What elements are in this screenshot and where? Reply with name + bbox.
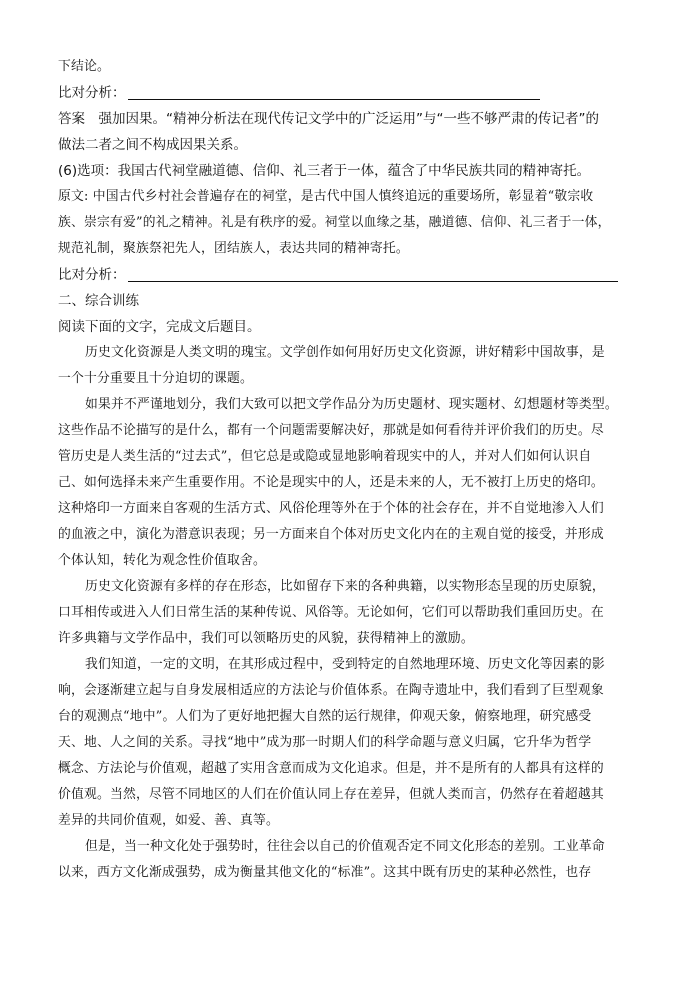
passage-line: 响，会逐渐建立起与自身发展相适应的方法论与价值体系。在陶寺遗址中，我们看到了巨型观象: [58, 683, 604, 698]
passage-line: 口耳相传或进入人们日常生活的某种传说、风俗等。无论如何，它们可以帮助我们重回历史。在: [58, 605, 604, 620]
passage-line: 这些作品不论描写的是什么，都有一个问题需要解决好，那就是如何看待并评价我们的历史。尽: [58, 423, 604, 438]
compare-analysis-label: 比对分析：: [58, 85, 126, 101]
text-line: 下结论。: [58, 59, 110, 74]
passage-line: 天、地、人之间的关系。寻找“地中”成为那一时期人们的科学命题与意义归属，它升华为哲学: [58, 735, 592, 750]
passage-line: 一个十分重要且十分迫切的课题。: [58, 371, 253, 386]
passage-line: 历史文化资源有多样的存在形态，比如留存下来的各种典籍，以实物形态呈现的历史原貌，: [85, 579, 605, 594]
answer-prompt-row: [58, 80, 642, 106]
option-text: (6)选项：我国古代祠堂融道德、信仰、礼三者于一体，蕴含了中华民族共同的精神寄托。: [58, 163, 591, 179]
compare-analysis-label: 比对分析：: [58, 267, 126, 283]
passage-line: 许多典籍与文学作品中，我们可以领略历史的风貌，获得精神上的激励。: [58, 631, 474, 646]
source-text: 规范礼制，聚族祭祀先人，团结族人，表达共同的精神寄托。: [58, 241, 409, 256]
answer-text: 答案 强加因果。“精神分析法在现代传记文学中的广泛运用”与“一些不够严肃的传记者”的: [58, 111, 599, 127]
answer-text: 做法二者之间不构成因果关系。: [58, 137, 247, 153]
passage-line: 差异的共同价值观，如爱、善、真等。: [58, 813, 279, 828]
passage-line: 以来，西方文化渐成强势，成为衡量其他文化的“标准”。这其中既有历史的某种必然性，也存: [58, 865, 592, 880]
passage-line: 价值观。当然，尽管不同地区的人们在价值认同上存在差异，但就人类而言，仍然存在着超越其: [58, 787, 604, 802]
passage-line: 己、如何选择未来产生重要作用。不论是现实中的人，还是未来的人，无不被打上历史的烙印。: [58, 475, 604, 490]
document-page: [58, 54, 642, 886]
instruction-text: 阅读下面的文字，完成文后题目。: [58, 319, 261, 335]
passage-line: 的血液之中，演化为潜意识表现；另一方面来自个体对历史文化内在的主观自觉的接受，并形成: [58, 527, 604, 542]
passage-line: 管历史是人类生活的“过去式”，但它总是或隐或显地影响着现实中的人，并对人们如何认识自: [58, 449, 592, 464]
passage-line: 历史文化资源是人类文明的瑰宝。文学创作如何用好历史文化资源，讲好精彩中国故事，是: [85, 345, 605, 360]
answer-blank-line[interactable]: [128, 281, 618, 282]
passage-line: 概念、方法论与价值观，超越了实用含意而成为文化追求。但是，并不是所有的人都具有这样的: [58, 761, 604, 776]
section-heading: 二、综合训练: [58, 293, 139, 309]
passage-line: 个体认知，转化为观念性价值取舍。: [58, 553, 266, 568]
source-text: 原文: 中国古代乡村社会普遍存在的祠堂，是古代中国人慎终追远的重要场所，彰显着“敬宗收: [58, 189, 594, 204]
answer-prompt-row: [58, 262, 642, 288]
answer-blank-line[interactable]: [128, 99, 540, 100]
passage-line: 这种烙印一方面来自客观的生活方式、风俗伦理等外在于个体的社会存在，并不自觉地渗入人们: [58, 501, 604, 516]
passage-line: 但是，当一种文化处于强势时，往往会以自己的价值观否定不同文化形态的差别。工业革命: [85, 839, 605, 854]
passage-line: 如果并不严谨地划分，我们大致可以把文学作品分为历史题材、现实题材、幻想题材等类型。: [85, 397, 618, 412]
passage-line: 我们知道，一定的文明，在其形成过程中，受到特定的自然地理环境、历史文化等因素的影: [85, 657, 605, 672]
passage-line: 台的观测点“地中”。人们为了更好地把握大自然的运行规律，仰观天象，俯察地理，研究感受: [58, 709, 592, 724]
source-text: 族、崇宗有爱”的礼之精神。礼是有秩序的爱。祠堂以血缘之基，融道德、信仰、礼三者于一体，: [58, 215, 611, 230]
